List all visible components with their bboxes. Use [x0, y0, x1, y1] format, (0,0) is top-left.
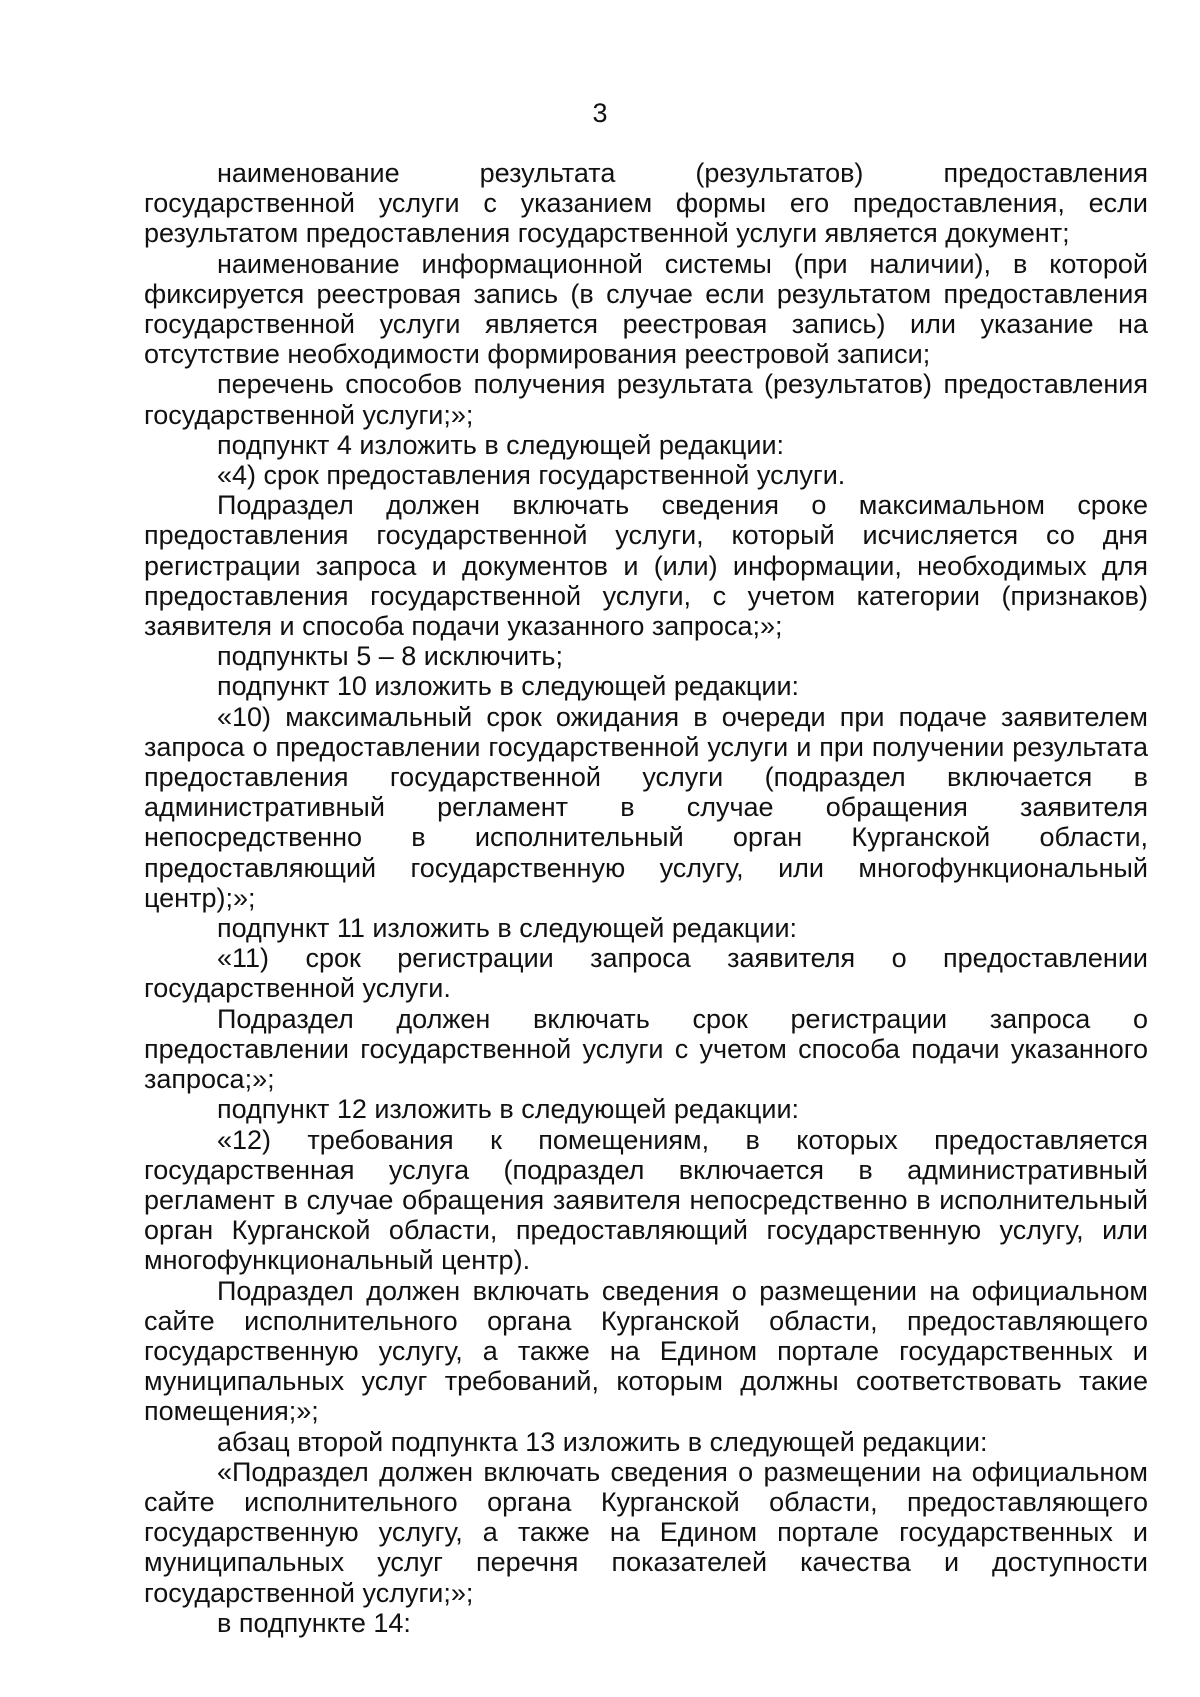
paragraph-subclause-4-subsection: Подраздел должен включать сведения о максимальном сроке предоставления государственной услуги, который исчисляется со дня регистрации запроса и документов и (или) информации, необходимых для предоставления государственной услуги, с учетом категории (признаков) заявителя и способа подачи указанного запроса;»;: [144, 490, 1148, 642]
paragraph-subclause-13-text: «Подраздел должен включать сведения о размещении на официальном сайте исполнительного органа Курганской области, предоставляющего государственную услугу, а также на Едином портале государственных и муниципальных услуг перечня показателей качества и доступности государственной услуги;»;: [144, 1456, 1148, 1608]
paragraph-subclause-12-subsection: Подраздел должен включать сведения о размещении на официальном сайте исполнительного органа Курганской области, предоставляющего государственную услугу, а также на Едином портале государственных и муниципальных услуг требований, которым должны соответствовать такие помещения;»;: [144, 1275, 1148, 1427]
page-number: 3: [592, 98, 608, 128]
paragraph-methods-of-receipt: перечень способов получения результата (результатов) предоставления государственной услуги;»;: [144, 369, 1148, 430]
paragraph-result-name: наименование результата (результатов) предоставления государственной услуги с указанием формы его предоставления, если результатом предоставления государственной услуги является документ;: [144, 158, 1148, 249]
paragraph-subclause-13-instruction: абзац второй подпункта 13 изложить в следующей редакции:: [217, 1426, 988, 1457]
paragraph-subclause-4-text: «4) срок предоставления государственной услуги.: [217, 460, 846, 491]
paragraph-subclause-12-text: «12) требования к помещениям, в которых предоставляется государственная услуга (подраздел включается в административный регламент в случае обращения заявителя непосредственно в исполнительный орган Курганской области, предоставляющий государственную услугу, или многофункциональный центр).: [144, 1124, 1148, 1276]
paragraph-subclause-10-instruction: подпункт 10 изложить в следующей редакции:: [217, 671, 800, 702]
paragraph-subclause-12-instruction: подпункт 12 изложить в следующей редакции:: [217, 1094, 800, 1125]
paragraph-subclauses-5-8: подпункты 5 – 8 исключить;: [217, 641, 563, 672]
paragraph-subclause-11-text: «11) срок регистрации запроса заявителя о предоставлении государственной услуги.: [144, 943, 1148, 1004]
document-body: [144, 158, 1148, 1638]
paragraph-subclause-14-intro: в подпункте 14:: [217, 1607, 411, 1638]
paragraph-subclause-10-text: «10) максимальный срок ожидания в очереди при подаче заявителем запроса о предоставлении государственной услуги и при получении результата предоставления государственной услуги (подраздел включается в административный регламент в случае обращения заявителя непосредственно в исполнительный орган Курганской области, предоставляющий государственную услугу, или многофункциональный центр);»;: [144, 701, 1148, 913]
paragraph-subclause-4-instruction: подпункт 4 изложить в следующей редакции:: [217, 429, 785, 460]
paragraph-subclause-11-instruction: подпункт 11 изложить в следующей редакции:: [217, 913, 798, 944]
paragraph-subclause-11-subsection: Подраздел должен включать срок регистрации запроса о предоставлении государственной услуги с учетом способа подачи указанного запроса;»;: [144, 1003, 1148, 1095]
paragraph-information-system: наименование информационной системы (при наличии), в которой фиксируется реестровая запись (в случае если результатом предоставления государственной услуги является реестровая запись) или указание на отсутствие необходимости формирования реестровой записи;: [144, 248, 1148, 370]
